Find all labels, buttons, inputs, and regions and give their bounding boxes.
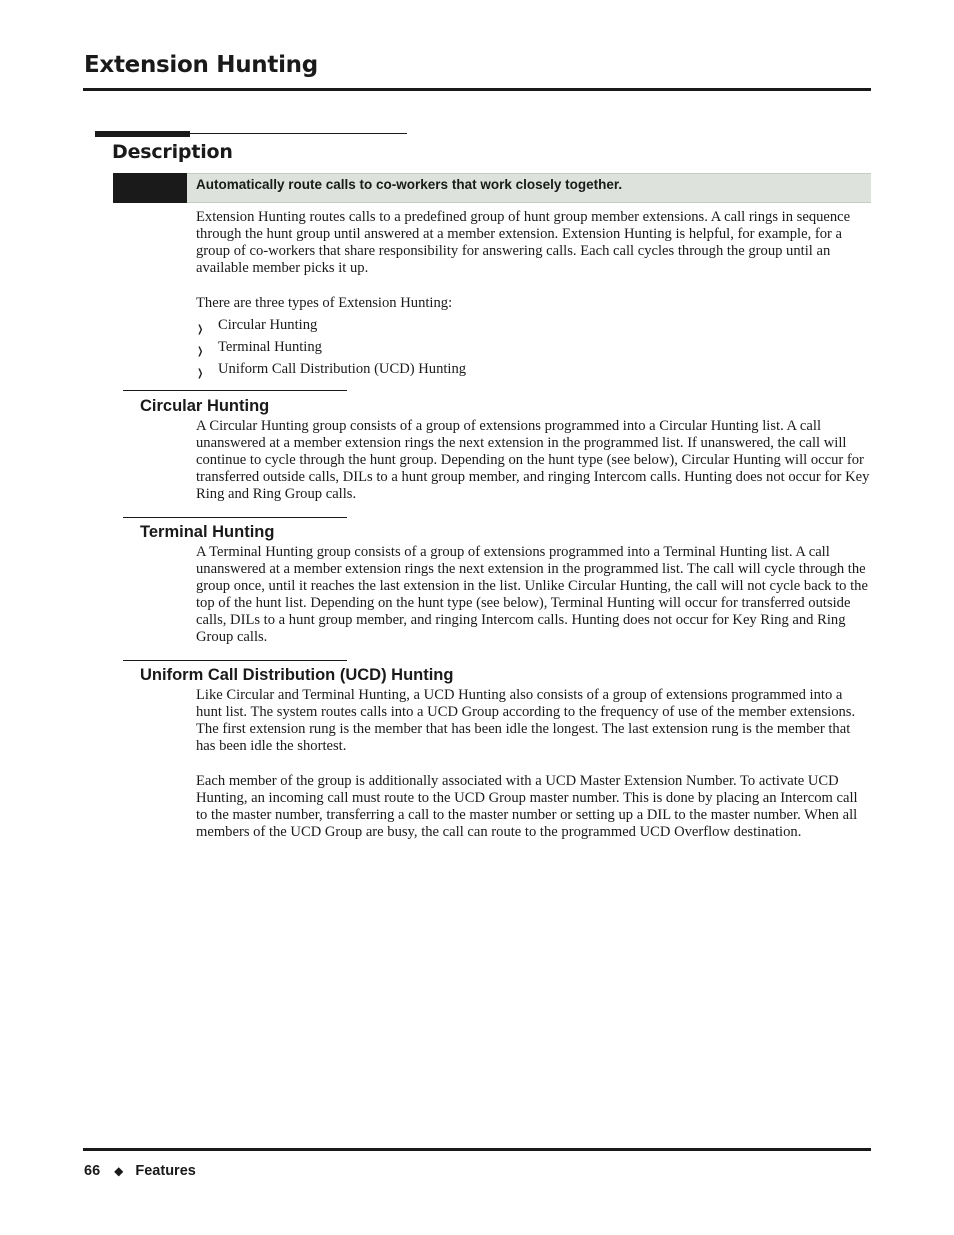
- bullet-arrow-icon: ❯: [197, 368, 204, 379]
- subsection-title-circular: Circular Hunting: [140, 397, 270, 415]
- subsection-rule: [123, 660, 347, 661]
- footer-section-name: Features: [135, 1163, 196, 1179]
- section-rule-thin: [190, 133, 407, 134]
- subsection-title-terminal: Terminal Hunting: [140, 523, 275, 541]
- footer-rule: [83, 1148, 871, 1151]
- summary-marker-block: [113, 173, 187, 203]
- list-item-label: Circular Hunting: [218, 317, 318, 333]
- page-number: 66: [84, 1163, 101, 1179]
- subsection-title-ucd: Uniform Call Distribution (UCD) Hunting: [140, 666, 454, 684]
- subsection-rule: [123, 390, 347, 391]
- bullet-arrow-icon: ❯: [197, 346, 204, 357]
- section-title: Description: [112, 141, 233, 163]
- summary-text: Automatically route calls to co-workers that work closely together.: [196, 177, 623, 192]
- subsection-rule: [123, 517, 347, 518]
- terminal-paragraph: A Terminal Hunting group consists of a group of extensions programmed into a Terminal Hunting list. A call unanswered at a member extension rings the next extension in the programmed list. The call will cycle through the group once, until it reaches the last extension in the list. Unlike Circular Hunting, the call will not cycle back to the top of the hunt list. Depending on the hunt type (see below), Terminal Hunting will occur for transferred outside calls, DILs to a hunt group member, and ringing Intercom calls. Hunting does not occur for Key Ring and Ring Group calls.: [196, 544, 868, 646]
- chapter-title-rule: [83, 88, 871, 91]
- section-rule-thick: [95, 131, 190, 137]
- types-intro: There are three types of Extension Hunting:: [196, 295, 453, 311]
- ucd-paragraph-2: Each member of the group is additionally associated with a UCD Master Extension Number. To activate UCD Hunting, an incoming call must route to the UCD Group master number. This is done by placing an Intercom call to the master number, transferring a call to the master number or setting up a DIL to the master number. When all members of the UCD Group are busy, the call can route to the programmed UCD Overflow destination.: [196, 773, 858, 841]
- list-item-label: Uniform Call Distribution (UCD) Hunting: [218, 361, 467, 377]
- diamond-icon: ◆: [114, 1164, 124, 1178]
- intro-paragraph: Extension Hunting routes calls to a predefined group of hunt group member extensions. A call rings in sequence through the hunt group until answered at a member extension. Extension Hunting is helpful, for example, for a group of co-workers that share responsibility for answering calls. Each call cycles through the group until an available member picks it up.: [196, 209, 851, 277]
- circular-paragraph: A Circular Hunting group consists of a group of extensions programmed into a Circular Hunting list. A call unanswered at a member extension rings the next extension in the programmed list. If unanswered, the call will continue to cycle through the hunt group. Depending on the hunt type (see below), Circular Hunting will occur for transferred outside calls, DILs to a hunt group member, and ringing Intercom calls. Hunting does not occur for Key Ring and Ring Group calls.: [196, 418, 870, 503]
- chapter-title: Extension Hunting: [84, 52, 318, 78]
- page-footer: [84, 1163, 196, 1179]
- list-item-label: Terminal Hunting: [218, 339, 322, 355]
- bullet-arrow-icon: ❯: [197, 324, 204, 335]
- ucd-paragraph-1: Like Circular and Terminal Hunting, a UCD Hunting also consists of a group of extensions programmed into a hunt list. The system routes calls into a UCD Group according to the frequency of use of the member extensions. The first extension rung is the member that has been idle the longest. The last extension rung is the member that has been idle the shortest.: [196, 687, 856, 755]
